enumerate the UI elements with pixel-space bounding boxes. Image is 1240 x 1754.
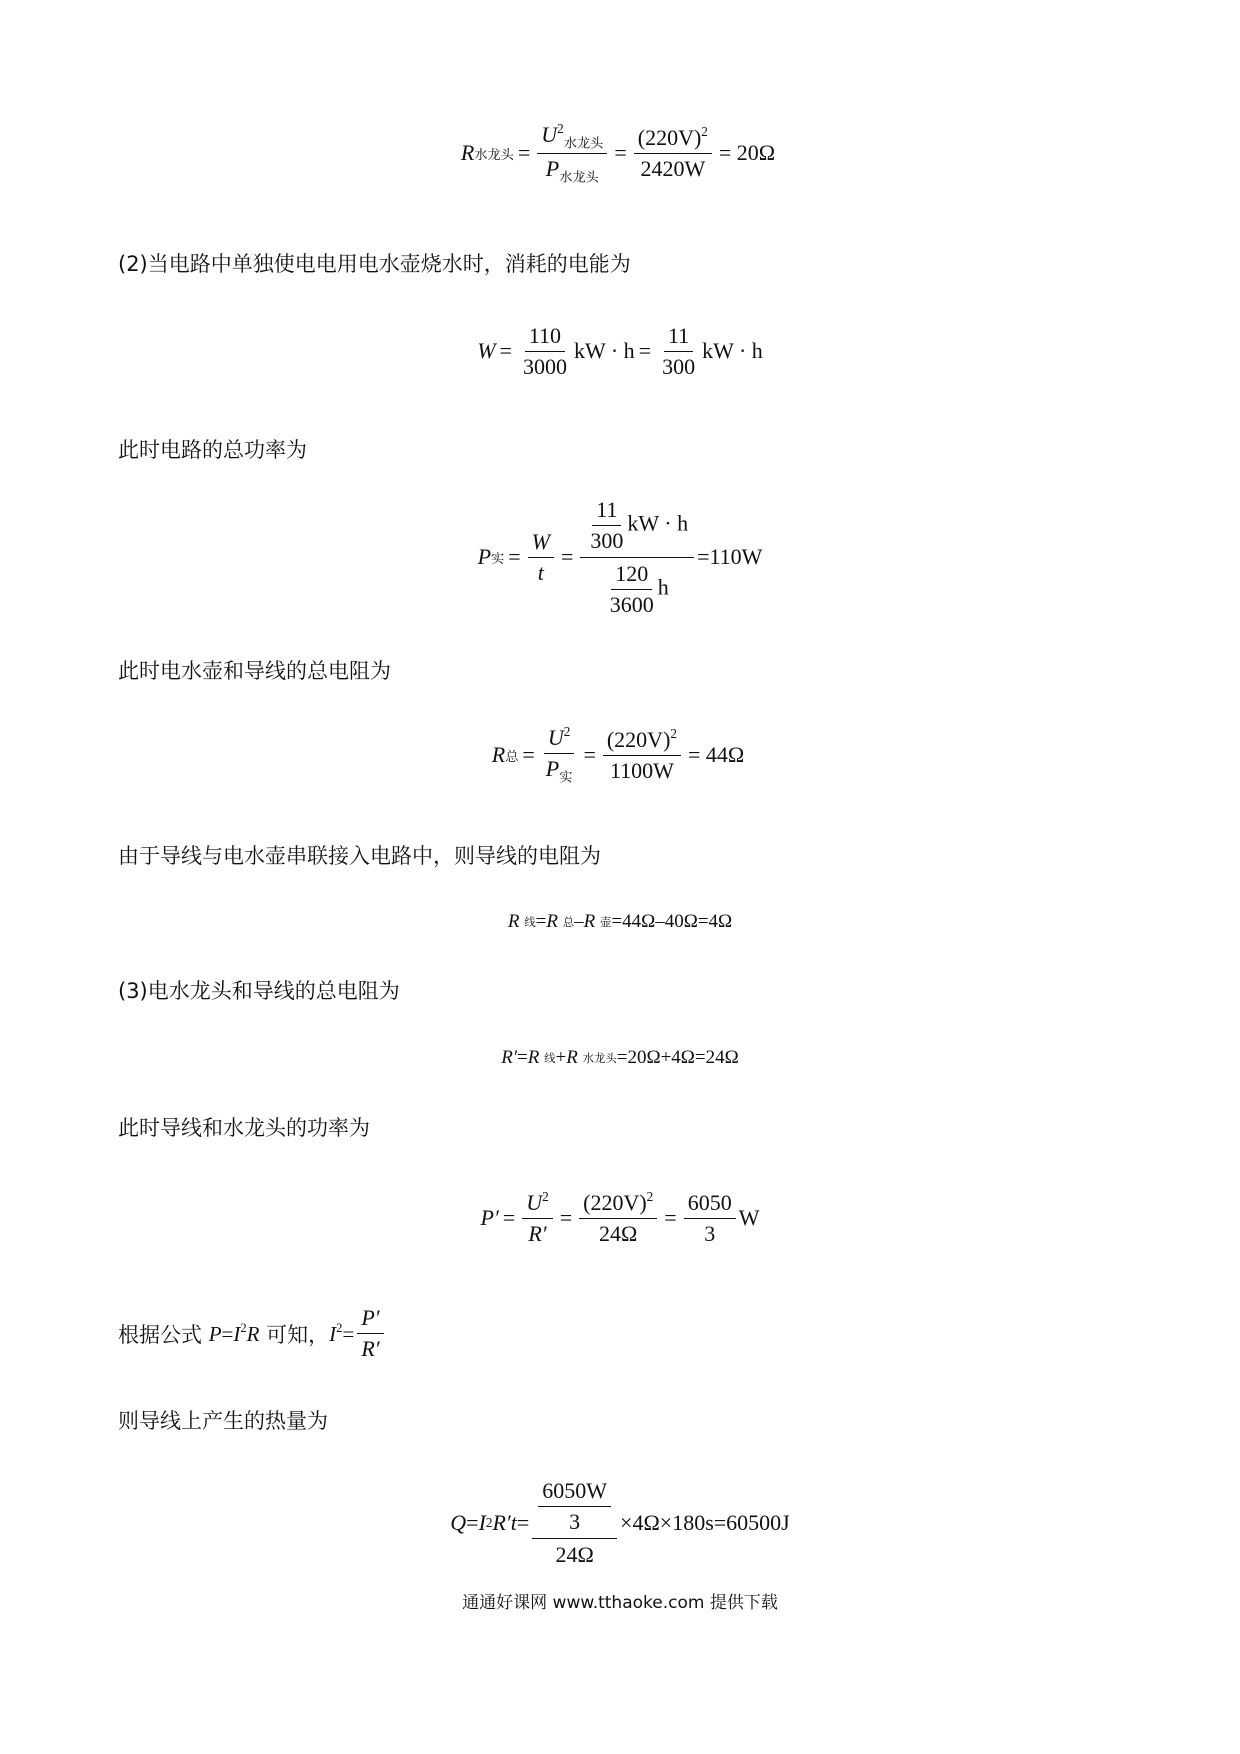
eq3-frac1 xyxy=(528,529,554,586)
eq6-r3: R xyxy=(566,1047,578,1068)
equation-power xyxy=(0,498,1240,616)
p8-formula-eq: = xyxy=(221,1321,234,1346)
eq4-frac1 xyxy=(542,724,577,786)
eq4-f2-sup: 2 xyxy=(670,725,677,741)
eq4-equals-2: = xyxy=(583,742,596,767)
eq3-lhs-sub: 实 xyxy=(491,551,505,567)
p8-frac xyxy=(357,1305,383,1362)
eq4-equals: = xyxy=(522,742,535,767)
eq7-frac2 xyxy=(579,1189,657,1247)
eq1-f2-num: (220V) xyxy=(637,125,702,151)
p8-frac-den: R′ xyxy=(361,1336,380,1361)
eq3-complex-frac xyxy=(580,497,694,618)
eq2-f2-num: 11 xyxy=(664,323,693,352)
eq2-frac1 xyxy=(519,323,571,380)
eq6-plus: + xyxy=(555,1047,567,1068)
eq1-equals-2: = xyxy=(614,140,627,165)
eq9-equals-2: = xyxy=(516,1510,530,1535)
eq7-lhs: P′ xyxy=(480,1205,499,1230)
eq5-r3-sub: 壶 xyxy=(599,915,612,929)
eq1-lhs-sub: 水龙头 xyxy=(474,147,514,163)
eq6-r2: R xyxy=(527,1047,540,1068)
eq3-bot-den: 3600 xyxy=(609,591,654,617)
eq9-lhs: Q xyxy=(450,1510,467,1535)
equation-wire-resistance xyxy=(0,906,1240,938)
eq6-rest: =20Ω+4Ω=24Ω xyxy=(616,1047,739,1068)
eq7-f2-sup: 2 xyxy=(646,1188,654,1204)
eq7-frac3 xyxy=(684,1190,736,1247)
eq3-top-den: 300 xyxy=(590,527,624,553)
eq1-lhs: R xyxy=(460,140,475,165)
eq7-f3-den: 3 xyxy=(704,1220,716,1246)
eq7-unit: W xyxy=(738,1205,760,1230)
p8-i-eq: = xyxy=(342,1321,355,1346)
p8-formula-i: I xyxy=(233,1321,241,1346)
eq3-equals-2: = xyxy=(560,544,574,569)
eq1-frac1 xyxy=(537,121,607,186)
eq3-lhs: P xyxy=(477,544,492,569)
eq7-f2-den: 24Ω xyxy=(599,1221,638,1247)
eq3-bot-num: 120 xyxy=(611,561,652,590)
eq1-frac2 xyxy=(634,124,712,182)
eq9-i: I xyxy=(478,1510,486,1535)
p8-frac-num: P′ xyxy=(357,1305,383,1334)
eq4-f2-den: 1100W xyxy=(609,758,674,784)
eq3-equals: = xyxy=(508,544,521,569)
eq1-num-var: U xyxy=(541,121,558,147)
eq5-equals: = xyxy=(535,911,547,932)
p8-formula-r: R xyxy=(246,1321,260,1346)
eq9-complex-frac xyxy=(532,1478,617,1568)
eq2-equals: = xyxy=(499,338,512,363)
eq5-r1: R xyxy=(507,911,520,932)
eq1-equals: = xyxy=(517,140,531,165)
eq2-frac2 xyxy=(658,323,699,380)
equation-r-faucet xyxy=(0,118,1240,188)
eq3-f1-num: W xyxy=(528,529,554,558)
eq2-lhs: W xyxy=(477,338,496,363)
eq1-num-sup: 2 xyxy=(557,120,564,136)
eq7-num-sup: 2 xyxy=(542,1188,549,1204)
eq1-num-sub: 水龙头 xyxy=(563,136,604,152)
eq7-equals-2: = xyxy=(559,1205,573,1230)
p8-formula-p: P xyxy=(208,1321,222,1346)
eq6-r2-sub: 线 xyxy=(544,1051,556,1065)
eq3-result: =110W xyxy=(697,544,763,569)
paragraph-7: 此时导线和水龙头的功率为 xyxy=(118,1116,370,1140)
eq4-den-sub: 实 xyxy=(559,770,573,786)
equation-energy xyxy=(0,318,1240,384)
eq4-num-sup: 2 xyxy=(563,724,571,740)
paragraph-4: 此时电水壶和导线的总电阻为 xyxy=(118,659,391,683)
eq5-r2: R xyxy=(546,911,558,932)
paragraph-8 xyxy=(118,1305,387,1362)
eq7-equals-3: = xyxy=(664,1205,677,1230)
eq4-num-var: U xyxy=(547,725,564,751)
eq9-outer-den: 24Ω xyxy=(555,1542,594,1567)
paragraph-3: 此时电路的总功率为 xyxy=(118,438,307,462)
eq4-frac2 xyxy=(603,726,681,784)
eq6-equals: = xyxy=(517,1047,528,1068)
eq2-unit2: kW · h xyxy=(702,338,763,363)
p8-i-var: I xyxy=(329,1321,337,1346)
paragraph-6: (3)电水龙头和导线的总电阻为 xyxy=(118,979,400,1003)
p8-middle: 可知， xyxy=(266,1322,330,1347)
eq2-f1-num: 110 xyxy=(525,323,565,352)
eq1-den-var: P xyxy=(545,156,560,182)
eq4-den-var: P xyxy=(545,756,560,782)
eq4-result: = 44Ω xyxy=(688,742,745,767)
eq7-f2-num: (220V) xyxy=(583,1190,647,1216)
eq2-equals-2: = xyxy=(638,338,652,363)
eq7-den-var: R′ xyxy=(528,1221,547,1247)
eq9-equals: = xyxy=(466,1510,479,1535)
p8-prefix: 根据公式 xyxy=(118,1322,202,1347)
eq5-r1-sub: 线 xyxy=(524,915,536,929)
eq9-r: R′t xyxy=(492,1510,517,1535)
paragraph-9: 则导线上产生的热量为 xyxy=(118,1409,328,1433)
eq2-f1-den: 3000 xyxy=(522,353,567,379)
eq3-bot-unit: h xyxy=(657,574,669,600)
eq1-f2-den: 2420W xyxy=(640,156,706,182)
eq2-f2-den: 300 xyxy=(662,353,696,379)
eq5-minus: – xyxy=(574,911,584,932)
eq5-r2-sub: 总 xyxy=(562,915,575,929)
eq9-inner-den: 3 xyxy=(569,1509,581,1534)
eq3-top-num: 11 xyxy=(592,497,621,526)
eq9-inner-num: 6050W xyxy=(538,1478,611,1507)
p8-formula-sup: 2 xyxy=(240,1320,247,1335)
eq7-frac1 xyxy=(522,1189,552,1247)
equation-total-resistance xyxy=(0,718,1240,792)
eq7-equals: = xyxy=(502,1205,516,1230)
p8-formula xyxy=(209,1321,260,1347)
equation-combined-resistance xyxy=(0,1042,1240,1074)
eq6-lhs: R′ xyxy=(501,1047,517,1068)
page-footer: 通通好课网 www.tthaoke.com 提供下载 xyxy=(462,1593,778,1613)
eq9-rest: ×4Ω×180s=60500J xyxy=(620,1510,790,1535)
paragraph-2: (2)当电路中单独使电电用电水壶烧水时，消耗的电能为 xyxy=(118,252,631,276)
p8-i-squared xyxy=(329,1321,354,1347)
eq1-result: = 20Ω xyxy=(718,140,776,165)
eq4-f2-num: (220V) xyxy=(606,727,671,753)
eq4-lhs-sub: 总 xyxy=(505,749,519,765)
eq3-top-unit: kW · h xyxy=(627,510,689,536)
paragraph-5: 由于导线与电水壶串联接入电路中，则导线的电阻为 xyxy=(118,844,601,868)
eq1-den-sub: 水龙头 xyxy=(559,170,599,186)
eq5-r3: R xyxy=(583,911,596,932)
eq6-r3-sub: 水龙头 xyxy=(582,1051,617,1065)
eq3-f1-den: t xyxy=(537,559,544,585)
eq1-f2-sup: 2 xyxy=(701,123,708,139)
eq5-rest: =44Ω–40Ω=4Ω xyxy=(611,911,733,932)
eq4-lhs: R xyxy=(491,742,506,767)
eq7-f3-num: 6050 xyxy=(684,1190,736,1219)
equation-combined-power xyxy=(0,1178,1240,1258)
equation-heat xyxy=(0,1468,1240,1578)
eq9-sup: 2 xyxy=(485,1515,493,1530)
eq7-num-var: U xyxy=(526,1190,543,1216)
p8-i-sup: 2 xyxy=(336,1320,343,1335)
eq2-unit1: kW · h xyxy=(573,338,635,363)
